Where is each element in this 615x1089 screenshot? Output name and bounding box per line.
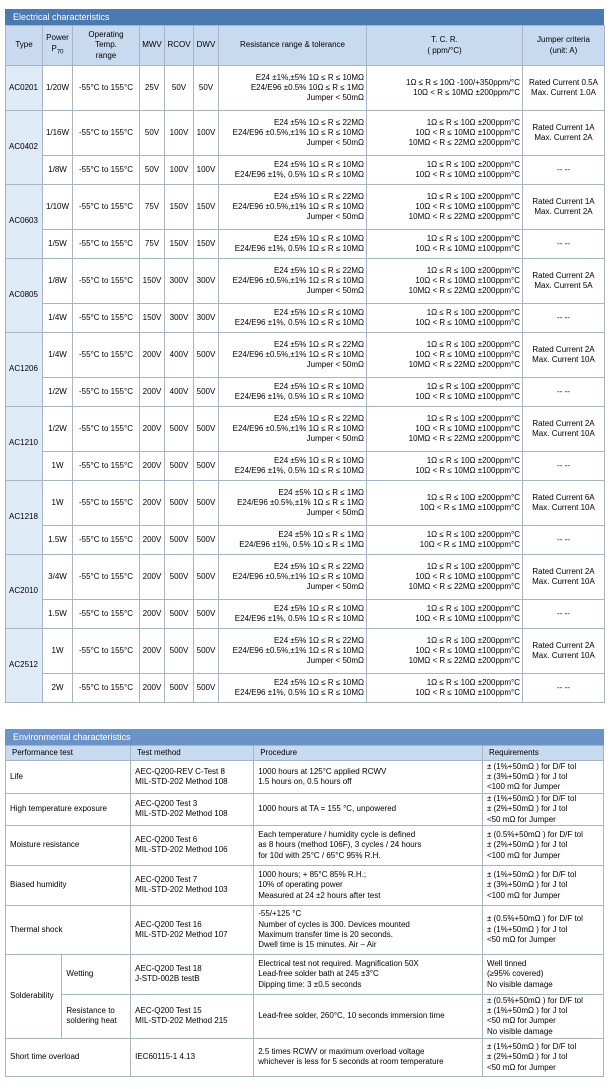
temp-cell: -55°C to 155°C bbox=[73, 111, 140, 156]
type-cell: AC2512 bbox=[6, 629, 43, 703]
type-cell: AC1210 bbox=[6, 407, 43, 481]
method-cell: AEC-Q200 Test 15 MIL-STD-202 Method 215 bbox=[131, 994, 254, 1038]
jumper-cell: Rated Current 1A Max. Current 2A bbox=[523, 111, 605, 156]
tcr-cell: 1Ω ≤ R ≤ 10Ω ±200ppm°C 10Ω < R ≤ 10MΩ ±100ppm°C 10MΩ < R ≤ 22MΩ ±200ppm°C bbox=[367, 407, 523, 452]
procedure-cell: -55/+125 °C Number of cycles is 300. Devices mounted Maximum transfer time is 20 seconds. Dwell time is 15 minutes. Air – Air bbox=[254, 905, 483, 954]
resistance-cell: E24 ±5% 1Ω ≤ R ≤ 1MΩ E24/E96 ±0.5%,±1% 1Ω ≤ R ≤ 1MΩ Jumper < 50mΩ bbox=[219, 481, 367, 526]
tcr-cell: 1Ω ≤ R ≤ 10Ω ±200ppm°C 10Ω < R ≤ 10MΩ ±100ppm°C 10MΩ < R ≤ 22MΩ ±200ppm°C bbox=[367, 111, 523, 156]
procedure-cell: 1000 hours at TA = 155 °C, unpowered bbox=[254, 794, 483, 826]
environmental-row bbox=[6, 761, 604, 794]
resistance-cell: E24 ±5% 1Ω ≤ R ≤ 22MΩ E24/E96 ±0.5%,±1% 1Ω ≤ R ≤ 10MΩ Jumper < 50mΩ bbox=[219, 185, 367, 230]
requirement-cell: ± (0.5%+50mΩ ) for D/F tol ± (1%+50mΩ ) for J tol <50 mΩ for Jumper No visible damage bbox=[482, 994, 603, 1038]
header-performance-test: Performance test bbox=[6, 746, 131, 761]
jumper-cell: Rated Current 2A Max. Current 10A bbox=[523, 555, 605, 600]
test-cell: Life bbox=[6, 761, 131, 794]
environmental-row bbox=[6, 825, 604, 865]
type-cell: AC1218 bbox=[6, 481, 43, 555]
resistance-cell: E24 ±5% 1Ω ≤ R ≤ 10MΩ E24/E96 ±1%, 0.5% 1Ω ≤ R ≤ 10MΩ bbox=[219, 600, 367, 629]
resistance-cell: E24 ±5% 1Ω ≤ R ≤ 22MΩ E24/E96 ±0.5%,±1% 1Ω ≤ R ≤ 10MΩ Jumper < 50mΩ bbox=[219, 629, 367, 674]
jumper-cell: Rated Current 2A Max. Current 5A bbox=[523, 259, 605, 304]
power-cell: 1/2W bbox=[43, 407, 73, 452]
power-cell: 1W bbox=[43, 481, 73, 526]
test-cell: Short time overload bbox=[6, 1038, 131, 1076]
dwv-cell: 500V bbox=[194, 600, 219, 629]
rcov-cell: 500V bbox=[165, 407, 194, 452]
electrical-row bbox=[6, 481, 605, 526]
temp-cell: -55°C to 155°C bbox=[73, 185, 140, 230]
dwv-cell: 300V bbox=[194, 259, 219, 304]
rcov-cell: 50V bbox=[165, 66, 194, 111]
electrical-row bbox=[6, 378, 605, 407]
mwv-cell: 25V bbox=[140, 66, 165, 111]
rcov-cell: 400V bbox=[165, 378, 194, 407]
header-resistance: Resistance range & tolerance bbox=[219, 26, 367, 66]
jumper-cell: -- -- bbox=[523, 526, 605, 555]
temp-cell: -55°C to 155°C bbox=[73, 230, 140, 259]
requirement-cell: ± (0.5%+50mΩ ) for D/F tol ± (2%+50mΩ ) for J tol <100 mΩ for Jumper bbox=[482, 825, 603, 865]
electrical-row bbox=[6, 674, 605, 703]
tcr-cell: 1Ω ≤ R ≤ 10Ω ±200ppm°C 10Ω < R ≤ 10MΩ ±100ppm°C 10MΩ < R ≤ 22MΩ ±200ppm°C bbox=[367, 333, 523, 378]
mwv-cell: 150V bbox=[140, 304, 165, 333]
temp-cell: -55°C to 155°C bbox=[73, 304, 140, 333]
procedure-cell: Each temperature / humidity cycle is defined as 8 hours (method 106F), 3 cycles / 24 hours for 10d with 25°C / 65°C 95% R.H. bbox=[254, 825, 483, 865]
jumper-cell: -- -- bbox=[523, 304, 605, 333]
method-cell: AEC-Q200 Test 3 MIL-STD-202 Method 108 bbox=[131, 794, 254, 826]
rcov-cell: 500V bbox=[165, 555, 194, 600]
jumper-cell: Rated Current 2A Max. Current 10A bbox=[523, 333, 605, 378]
resistance-cell: E24 ±5% 1Ω ≤ R ≤ 10MΩ E24/E96 ±1%, 0.5% 1Ω ≤ R ≤ 10MΩ bbox=[219, 230, 367, 259]
power-cell: 1W bbox=[43, 629, 73, 674]
type-cell: AC1206 bbox=[6, 333, 43, 407]
power-cell: 1/16W bbox=[43, 111, 73, 156]
requirement-cell: ± (1%+50mΩ ) for D/F tol ± (3%+50mΩ ) for J tol <100 mΩ for Jumper bbox=[482, 761, 603, 794]
method-cell: AEC-Q200 Test 16 MIL-STD-202 Method 107 bbox=[131, 905, 254, 954]
power-cell: 1/4W bbox=[43, 304, 73, 333]
resistance-cell: E24 ±5% 1Ω ≤ R ≤ 10MΩ E24/E96 ±1%, 0.5% 1Ω ≤ R ≤ 10MΩ bbox=[219, 674, 367, 703]
test-cell: High temperature exposure bbox=[6, 794, 131, 826]
tcr-cell: 1Ω ≤ R ≤ 10Ω ±200ppm°C 10Ω < R ≤ 1MΩ ±100ppm°C bbox=[367, 481, 523, 526]
rcov-cell: 300V bbox=[165, 259, 194, 304]
power-cell: 3/4W bbox=[43, 555, 73, 600]
mwv-cell: 200V bbox=[140, 600, 165, 629]
resistance-cell: E24 ±5% 1Ω ≤ R ≤ 22MΩ E24/E96 ±0.5%,±1% 1Ω ≤ R ≤ 10MΩ Jumper < 50mΩ bbox=[219, 333, 367, 378]
rcov-cell: 500V bbox=[165, 629, 194, 674]
mwv-cell: 200V bbox=[140, 407, 165, 452]
header-procedure: Procedure bbox=[254, 746, 483, 761]
requirement-cell: ± (0.5%+50mΩ ) for D/F tol ± (1%+50mΩ ) for J tol <50 mΩ for Jumper bbox=[482, 905, 603, 954]
test-cell: Thermal shock bbox=[6, 905, 131, 954]
rcov-cell: 150V bbox=[165, 185, 194, 230]
rcov-cell: 100V bbox=[165, 111, 194, 156]
environmental-title: Environmental characteristics bbox=[5, 729, 604, 745]
sub-test-cell: Wetting bbox=[62, 954, 131, 994]
jumper-cell: Rated Current 2A Max. Current 10A bbox=[523, 407, 605, 452]
environmental-body bbox=[6, 761, 604, 1077]
resistance-cell: E24 ±1%,±5% 1Ω ≤ R ≤ 10MΩ E24/E96 ±0.5% 10Ω ≤ R ≤ 1MΩ Jumper < 50mΩ bbox=[219, 66, 367, 111]
tcr-cell: 1Ω ≤ R ≤ 10Ω ±200ppm°C 10Ω < R ≤ 10MΩ ±100ppm°C 10MΩ < R ≤ 22MΩ ±200ppm°C bbox=[367, 185, 523, 230]
mwv-cell: 50V bbox=[140, 156, 165, 185]
header-type: Type bbox=[6, 26, 43, 66]
dwv-cell: 500V bbox=[194, 526, 219, 555]
solderability-row bbox=[6, 954, 604, 994]
procedure-cell: Electrical test not required. Magnification 50X Lead-free solder bath at 245 ±3°C Dipping time: 3 ±0.5 seconds bbox=[254, 954, 483, 994]
power-cell: 1/2W bbox=[43, 378, 73, 407]
environmental-section bbox=[5, 729, 604, 1077]
environmental-row bbox=[6, 905, 604, 954]
electrical-title: Electrical characteristics bbox=[5, 9, 604, 25]
dwv-cell: 50V bbox=[194, 66, 219, 111]
temp-cell: -55°C to 155°C bbox=[73, 555, 140, 600]
environmental-table bbox=[5, 745, 604, 1077]
header-test-method: Test method bbox=[131, 746, 254, 761]
electrical-row bbox=[6, 185, 605, 230]
power-cell: 1.5W bbox=[43, 600, 73, 629]
jumper-cell: -- -- bbox=[523, 452, 605, 481]
jumper-cell: -- -- bbox=[523, 600, 605, 629]
electrical-row bbox=[6, 629, 605, 674]
procedure-cell: Lead-free solder, 260°C, 10 seconds immersion time bbox=[254, 994, 483, 1038]
rcov-cell: 300V bbox=[165, 304, 194, 333]
power-cell: 1/10W bbox=[43, 185, 73, 230]
dwv-cell: 150V bbox=[194, 185, 219, 230]
temp-cell: -55°C to 155°C bbox=[73, 259, 140, 304]
rcov-cell: 500V bbox=[165, 452, 194, 481]
mwv-cell: 200V bbox=[140, 674, 165, 703]
tcr-cell: 1Ω ≤ R ≤ 10Ω ±200ppm°C 10Ω < R ≤ 10MΩ ±100ppm°C bbox=[367, 600, 523, 629]
temp-cell: -55°C to 155°C bbox=[73, 526, 140, 555]
power-cell: 1.5W bbox=[43, 526, 73, 555]
tcr-cell: 1Ω ≤ R ≤ 10Ω -100/+350ppm/°C 10Ω < R ≤ 10MΩ ±200ppm/°C bbox=[367, 66, 523, 111]
rcov-cell: 500V bbox=[165, 481, 194, 526]
dwv-cell: 150V bbox=[194, 230, 219, 259]
mwv-cell: 200V bbox=[140, 629, 165, 674]
rcov-cell: 500V bbox=[165, 526, 194, 555]
jumper-cell: -- -- bbox=[523, 156, 605, 185]
jumper-cell: Rated Current 2A Max. Current 10A bbox=[523, 629, 605, 674]
requirement-cell: ± (1%+50mΩ ) for D/F tol ± (2%+50mΩ ) for J tol <50 mΩ for Jumper bbox=[482, 794, 603, 826]
electrical-row bbox=[6, 452, 605, 481]
environmental-row bbox=[6, 1038, 604, 1076]
mwv-cell: 200V bbox=[140, 555, 165, 600]
mwv-cell: 200V bbox=[140, 452, 165, 481]
dwv-cell: 500V bbox=[194, 555, 219, 600]
mwv-cell: 150V bbox=[140, 259, 165, 304]
dwv-cell: 500V bbox=[194, 378, 219, 407]
resistance-cell: E24 ±5% 1Ω ≤ R ≤ 10MΩ E24/E96 ±1%, 0.5% 1Ω ≤ R ≤ 10MΩ bbox=[219, 304, 367, 333]
sub-test-cell: Resistance to soldering heat bbox=[62, 994, 131, 1038]
power-cell: 1W bbox=[43, 452, 73, 481]
jumper-cell: -- -- bbox=[523, 378, 605, 407]
electrical-row bbox=[6, 230, 605, 259]
jumper-cell: -- -- bbox=[523, 230, 605, 259]
dwv-cell: 500V bbox=[194, 674, 219, 703]
header-mwv: MWV bbox=[140, 26, 165, 66]
power-cell: 1/4W bbox=[43, 333, 73, 378]
jumper-cell: Rated Current 0.5A Max. Current 1.0A bbox=[523, 66, 605, 111]
procedure-cell: 1000 hours; + 85°C 85% R.H.; 10% of operating power Measured at 24 ±2 hours after test bbox=[254, 865, 483, 905]
environmental-header-row bbox=[6, 746, 604, 761]
resistance-cell: E24 ±5% 1Ω ≤ R ≤ 22MΩ E24/E96 ±0.5%,±1% 1Ω ≤ R ≤ 10MΩ Jumper < 50mΩ bbox=[219, 407, 367, 452]
temp-cell: -55°C to 155°C bbox=[73, 407, 140, 452]
jumper-cell: -- -- bbox=[523, 674, 605, 703]
mwv-cell: 200V bbox=[140, 481, 165, 526]
electrical-row bbox=[6, 304, 605, 333]
electrical-row bbox=[6, 407, 605, 452]
electrical-header-row bbox=[6, 26, 605, 66]
requirement-cell: ± (1%+50mΩ ) for D/F tol ± (3%+50mΩ ) for J tol <100 mΩ for Jumper bbox=[482, 865, 603, 905]
electrical-row bbox=[6, 66, 605, 111]
temp-cell: -55°C to 155°C bbox=[73, 66, 140, 111]
tcr-cell: 1Ω ≤ R ≤ 10Ω ±200ppm°C 10Ω < R ≤ 10MΩ ±100ppm°C bbox=[367, 452, 523, 481]
dwv-cell: 500V bbox=[194, 333, 219, 378]
tcr-cell: 1Ω ≤ R ≤ 10Ω ±200ppm°C 10Ω < R ≤ 10MΩ ±100ppm°C 10MΩ < R ≤ 22MΩ ±200ppm°C bbox=[367, 259, 523, 304]
power-cell: 1/8W bbox=[43, 156, 73, 185]
type-cell: AC0402 bbox=[6, 111, 43, 185]
method-cell: AEC-Q200 Test 6 MIL-STD-202 Method 106 bbox=[131, 825, 254, 865]
header-power: Power $P_{70}$ bbox=[43, 26, 73, 66]
header-rcov: RCOV bbox=[165, 26, 194, 66]
resistance-cell: E24 ±5% 1Ω ≤ R ≤ 10MΩ E24/E96 ±1%, 0.5% 1Ω ≤ R ≤ 10MΩ bbox=[219, 156, 367, 185]
temp-cell: -55°C to 155°C bbox=[73, 452, 140, 481]
temp-cell: -55°C to 155°C bbox=[73, 600, 140, 629]
rcov-cell: 400V bbox=[165, 333, 194, 378]
environmental-row bbox=[6, 865, 604, 905]
tcr-cell: 1Ω ≤ R ≤ 10Ω ±200ppm°C 10Ω < R ≤ 10MΩ ±100ppm°C bbox=[367, 230, 523, 259]
mwv-cell: 200V bbox=[140, 333, 165, 378]
type-cell: AC0201 bbox=[6, 66, 43, 111]
temp-cell: -55°C to 155°C bbox=[73, 156, 140, 185]
dwv-cell: 500V bbox=[194, 407, 219, 452]
environmental-row bbox=[6, 794, 604, 826]
electrical-row bbox=[6, 526, 605, 555]
type-cell: AC2010 bbox=[6, 555, 43, 629]
mwv-cell: 200V bbox=[140, 378, 165, 407]
tcr-cell: 1Ω ≤ R ≤ 10Ω ±200ppm°C 10Ω < R ≤ 10MΩ ±100ppm°C 10MΩ < R ≤ 22MΩ ±200ppm°C bbox=[367, 629, 523, 674]
tcr-cell: 1Ω ≤ R ≤ 10Ω ±200ppm°C 10Ω < R ≤ 10MΩ ±100ppm°C bbox=[367, 304, 523, 333]
rcov-cell: 100V bbox=[165, 156, 194, 185]
procedure-cell: 2.5 times RCWV or maximum overload voltage whichever is less for 5 seconds at room temperature bbox=[254, 1038, 483, 1076]
power-cell: 1/8W bbox=[43, 259, 73, 304]
resistance-cell: E24 ±5% 1Ω ≤ R ≤ 22MΩ E24/E96 ±0.5%,±1% 1Ω ≤ R ≤ 10MΩ Jumper < 50mΩ bbox=[219, 111, 367, 156]
electrical-row bbox=[6, 111, 605, 156]
temp-cell: -55°C to 155°C bbox=[73, 481, 140, 526]
rcov-cell: 500V bbox=[165, 600, 194, 629]
dwv-cell: 300V bbox=[194, 304, 219, 333]
dwv-cell: 500V bbox=[194, 481, 219, 526]
resistance-cell: E24 ±5% 1Ω ≤ R ≤ 10MΩ E24/E96 ±1%, 0.5% 1Ω ≤ R ≤ 10MΩ bbox=[219, 452, 367, 481]
tcr-cell: 1Ω ≤ R ≤ 10Ω ±200ppm°C 10Ω < R ≤ 10MΩ ±100ppm°C bbox=[367, 378, 523, 407]
mwv-cell: 50V bbox=[140, 111, 165, 156]
electrical-row bbox=[6, 156, 605, 185]
dwv-cell: 500V bbox=[194, 629, 219, 674]
dwv-cell: 500V bbox=[194, 452, 219, 481]
resistance-cell: E24 ±5% 1Ω ≤ R ≤ 10MΩ E24/E96 ±1%, 0.5% 1Ω ≤ R ≤ 10MΩ bbox=[219, 378, 367, 407]
requirement-cell: ± (1%+50mΩ ) for D/F tol ± (2%+50mΩ ) for J tol <50 mΩ for Jumper bbox=[482, 1038, 603, 1076]
tcr-cell: 1Ω ≤ R ≤ 10Ω ±200ppm°C 10Ω < R ≤ 10MΩ ±100ppm°C 10MΩ < R ≤ 22MΩ ±200ppm°C bbox=[367, 555, 523, 600]
electrical-row bbox=[6, 259, 605, 304]
method-cell: AEC-Q200-REV C-Test 8 MIL-STD-202 Method 108 bbox=[131, 761, 254, 794]
solderability-label: Solderability bbox=[6, 954, 62, 1038]
header-requirements: Requirements bbox=[482, 746, 603, 761]
temp-cell: -55°C to 155°C bbox=[73, 674, 140, 703]
header-dwv: DWV bbox=[194, 26, 219, 66]
electrical-table bbox=[5, 25, 605, 703]
electrical-row bbox=[6, 333, 605, 378]
tcr-cell: 1Ω ≤ R ≤ 10Ω ±200ppm°C 10Ω < R ≤ 10MΩ ±100ppm°C bbox=[367, 674, 523, 703]
mwv-cell: 200V bbox=[140, 526, 165, 555]
tcr-cell: 1Ω ≤ R ≤ 10Ω ±200ppm°C 10Ω < R ≤ 10MΩ ±100ppm°C bbox=[367, 156, 523, 185]
test-cell: Moisture resistance bbox=[6, 825, 131, 865]
resistance-cell: E24 ±5% 1Ω ≤ R ≤ 22MΩ E24/E96 ±0.5%,±1% 1Ω ≤ R ≤ 10MΩ Jumper < 50mΩ bbox=[219, 259, 367, 304]
requirement-cell: Well tinned (≥95% covered) No visible damage bbox=[482, 954, 603, 994]
power-cell: 1/5W bbox=[43, 230, 73, 259]
jumper-cell: Rated Current 6A Max. Current 10A bbox=[523, 481, 605, 526]
dwv-cell: 100V bbox=[194, 111, 219, 156]
electrical-row bbox=[6, 555, 605, 600]
method-cell: AEC-Q200 Test 18 J-STD-002B testB bbox=[131, 954, 254, 994]
electrical-section bbox=[5, 9, 604, 703]
resistance-cell: E24 ±5% 1Ω ≤ R ≤ 22MΩ E24/E96 ±0.5%,±1% 1Ω ≤ R ≤ 10MΩ Jumper < 50mΩ bbox=[219, 555, 367, 600]
jumper-cell: Rated Current 1A Max. Current 2A bbox=[523, 185, 605, 230]
temp-cell: -55°C to 155°C bbox=[73, 378, 140, 407]
tcr-cell: 1Ω ≤ R ≤ 10Ω ±200ppm°C 10Ω < R ≤ 1MΩ ±100ppm°C bbox=[367, 526, 523, 555]
rcov-cell: 150V bbox=[165, 230, 194, 259]
type-cell: AC0603 bbox=[6, 185, 43, 259]
header-temp: Operating Temp. range bbox=[73, 26, 140, 66]
power-cell: 2W bbox=[43, 674, 73, 703]
test-cell: Biased humidity bbox=[6, 865, 131, 905]
header-tcr: T. C. R. ( ppm/°C) bbox=[367, 26, 523, 66]
dwv-cell: 100V bbox=[194, 156, 219, 185]
type-cell: AC0805 bbox=[6, 259, 43, 333]
method-cell: IEC60115-1 4.13 bbox=[131, 1038, 254, 1076]
header-jumper: Jumper criteria (unit: A) bbox=[523, 26, 605, 66]
electrical-row bbox=[6, 600, 605, 629]
mwv-cell: 75V bbox=[140, 230, 165, 259]
mwv-cell: 75V bbox=[140, 185, 165, 230]
solderability-row bbox=[6, 994, 604, 1038]
electrical-body bbox=[6, 66, 605, 703]
power-cell: 1/20W bbox=[43, 66, 73, 111]
temp-cell: -55°C to 155°C bbox=[73, 629, 140, 674]
rcov-cell: 500V bbox=[165, 674, 194, 703]
temp-cell: -55°C to 155°C bbox=[73, 333, 140, 378]
procedure-cell: 1000 hours at 125°C applied RCWV 1.5 hours on, 0.5 hours off bbox=[254, 761, 483, 794]
resistance-cell: E24 ±5% 1Ω ≤ R ≤ 1MΩ E24/E96 ±1%, 0.5% 1Ω ≤ R ≤ 1MΩ bbox=[219, 526, 367, 555]
method-cell: AEC-Q200 Test 7 MIL-STD-202 Method 103 bbox=[131, 865, 254, 905]
